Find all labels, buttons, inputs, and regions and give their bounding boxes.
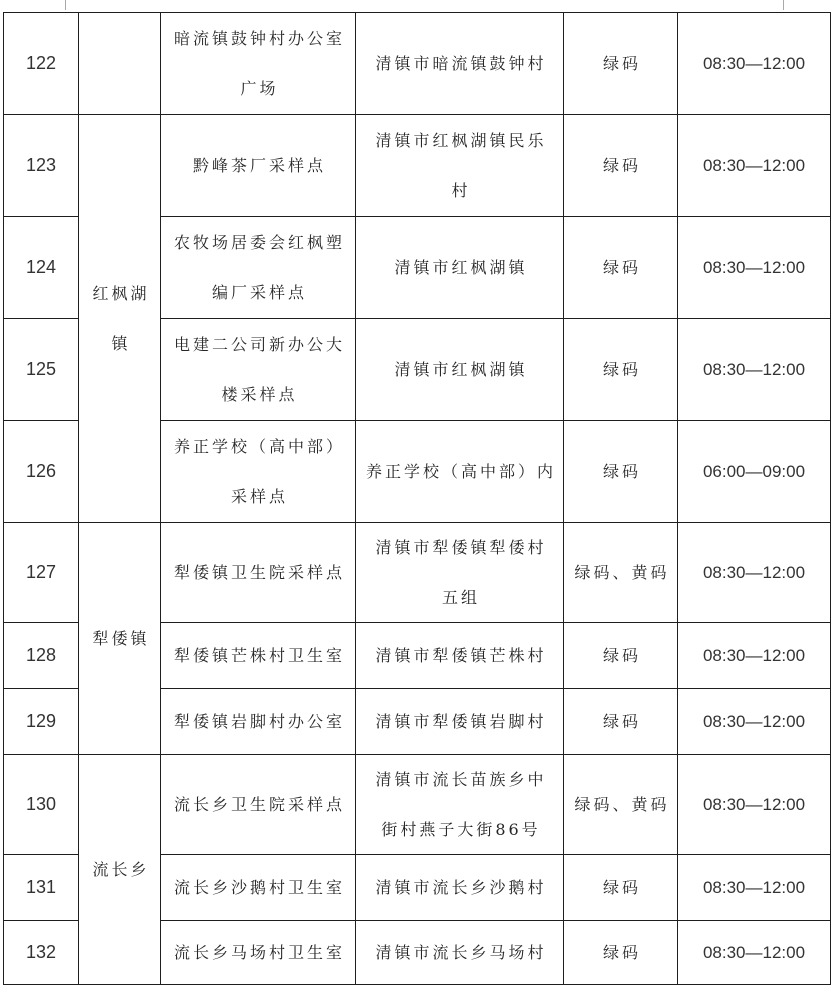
health-code: 绿码: [602, 53, 641, 73]
row-number: 131: [25, 877, 57, 897]
health-code: 绿码: [602, 155, 641, 175]
address-cell: [356, 689, 564, 755]
row-number: 125: [25, 359, 57, 379]
page-corner-mark: [783, 0, 784, 10]
sampling-time: 08:30—12:00: [702, 794, 806, 814]
time-cell: [678, 755, 831, 855]
health-code-cell: [564, 921, 678, 985]
row-number: 126: [25, 461, 57, 481]
health-code-cell: [564, 421, 678, 523]
time-cell: [678, 13, 831, 115]
sampling-sites-table: [3, 12, 831, 985]
health-code: 绿码、黄码: [574, 794, 670, 814]
sampling-time: 08:30—12:00: [702, 877, 806, 897]
row-number: 123: [25, 155, 57, 175]
sampling-point-cell: [161, 13, 356, 115]
address-cell: [356, 523, 564, 623]
address-cell: [356, 921, 564, 985]
sampling-point-cell: [161, 855, 356, 921]
address-line: 清镇市流长乡马场村: [375, 942, 547, 962]
health-code-cell: [564, 755, 678, 855]
row-number: 129: [25, 711, 57, 731]
row-number-cell: [4, 13, 79, 115]
sampling-time: 06:00—09:00: [702, 461, 806, 481]
row-number-cell: [4, 115, 79, 217]
sampling-point-line: 流长乡马场村卫生室: [173, 942, 345, 962]
sampling-time: 08:30—12:00: [702, 645, 806, 665]
address-line: 村: [451, 180, 471, 200]
town-cell: [79, 115, 161, 523]
sampling-point-cell: [161, 623, 356, 689]
sampling-point-line: 编厂采样点: [211, 282, 307, 302]
health-code-cell: [564, 217, 678, 319]
sampling-point-cell: [161, 115, 356, 217]
row-number: 128: [25, 645, 57, 665]
address-line: 清镇市暗流镇鼓钟村: [375, 53, 547, 73]
health-code-cell: [564, 855, 678, 921]
address-cell: [356, 319, 564, 421]
time-cell: [678, 855, 831, 921]
address-line: 清镇市流长苗族乡中: [375, 769, 547, 789]
sampling-point-cell: [161, 921, 356, 985]
row-number: 124: [25, 257, 57, 277]
health-code: 绿码: [602, 645, 641, 665]
sampling-point-line: 黔峰茶厂采样点: [192, 155, 326, 175]
address-cell: [356, 217, 564, 319]
health-code-cell: [564, 689, 678, 755]
sampling-point-line: 暗流镇鼓钟村办公室: [173, 28, 345, 48]
address-cell: [356, 855, 564, 921]
row-number-cell: [4, 217, 79, 319]
sampling-point-line: 犁倭镇芒株村卫生室: [173, 645, 345, 665]
sampling-point-line: 农牧场居委会红枫塑: [173, 232, 345, 252]
address-line: 清镇市红枫湖镇: [394, 257, 528, 277]
health-code: 绿码: [602, 711, 641, 731]
row-number-cell: [4, 755, 79, 855]
sampling-point-line: 犁倭镇岩脚村办公室: [173, 711, 345, 731]
row-number: 132: [25, 942, 57, 962]
address-line: 街村燕子大街86号: [381, 819, 541, 839]
row-number-cell: [4, 319, 79, 421]
health-code-cell: [564, 523, 678, 623]
town-name-line: 流长乡: [92, 859, 150, 879]
health-code: 绿码: [602, 257, 641, 277]
sampling-point-line: 电建二公司新办公大: [173, 334, 345, 354]
time-cell: [678, 115, 831, 217]
sampling-time: 08:30—12:00: [702, 711, 806, 731]
page-corner-mark: [65, 0, 66, 10]
address-cell: [356, 623, 564, 689]
address-cell: [356, 115, 564, 217]
address-line: 清镇市犁倭镇岩脚村: [375, 711, 547, 731]
health-code: 绿码: [602, 461, 641, 481]
health-code-cell: [564, 115, 678, 217]
address-cell: [356, 421, 564, 523]
time-cell: [678, 319, 831, 421]
address-line: 清镇市犁倭镇犁倭村: [375, 537, 547, 557]
sampling-point-line: 犁倭镇卫生院采样点: [173, 562, 345, 582]
row-number-cell: [4, 689, 79, 755]
health-code: 绿码: [602, 877, 641, 897]
health-code-cell: [564, 623, 678, 689]
address-line: 五组: [441, 587, 480, 607]
town-cell: [79, 755, 161, 985]
time-cell: [678, 217, 831, 319]
sampling-time: 08:30—12:00: [702, 257, 806, 277]
row-number-cell: [4, 921, 79, 985]
sampling-point-line: 养正学校（高中部）: [173, 436, 345, 456]
health-code: 绿码、黄码: [574, 562, 670, 582]
sampling-point-cell: [161, 217, 356, 319]
sampling-time: 08:30—12:00: [702, 155, 806, 175]
row-number-cell: [4, 623, 79, 689]
time-cell: [678, 623, 831, 689]
town-cell: [79, 13, 161, 115]
sampling-point-line: 楼采样点: [221, 384, 298, 404]
sampling-point-line: 流长乡沙鹅村卫生室: [173, 877, 345, 897]
time-cell: [678, 689, 831, 755]
sampling-point-cell: [161, 421, 356, 523]
sampling-point-cell: [161, 689, 356, 755]
health-code: 绿码: [602, 942, 641, 962]
sampling-time: 08:30—12:00: [702, 53, 806, 73]
sampling-time: 08:30—12:00: [702, 562, 806, 582]
address-line: 养正学校（高中部）内: [365, 461, 556, 481]
sampling-point-cell: [161, 755, 356, 855]
time-cell: [678, 523, 831, 623]
sampling-point-line: 流长乡卫生院采样点: [173, 794, 345, 814]
row-number-cell: [4, 421, 79, 523]
row-number: 130: [25, 794, 57, 814]
health-code-cell: [564, 13, 678, 115]
address-line: 清镇市红枫湖镇: [394, 359, 528, 379]
row-number-cell: [4, 855, 79, 921]
sampling-point-line: 广场: [240, 78, 279, 98]
sampling-point-cell: [161, 319, 356, 421]
address-line: 清镇市犁倭镇芒株村: [375, 645, 547, 665]
town-name-line: 犁倭镇: [92, 628, 150, 648]
sampling-time: 08:30—12:00: [702, 359, 806, 379]
sampling-point-line: 采样点: [230, 486, 288, 506]
address-cell: [356, 13, 564, 115]
row-number: 127: [25, 562, 57, 582]
address-cell: [356, 755, 564, 855]
row-number-cell: [4, 523, 79, 623]
time-cell: [678, 921, 831, 985]
town-name-line: 镇: [111, 333, 131, 353]
address-line: 清镇市流长乡沙鹅村: [375, 877, 547, 897]
town-name-line: 红枫湖: [92, 283, 150, 303]
row-number: 122: [25, 53, 57, 73]
health-code: 绿码: [602, 359, 641, 379]
health-code-cell: [564, 319, 678, 421]
town-cell: [79, 523, 161, 755]
address-line: 清镇市红枫湖镇民乐: [375, 130, 547, 150]
sampling-point-cell: [161, 523, 356, 623]
time-cell: [678, 421, 831, 523]
sampling-time: 08:30—12:00: [702, 942, 806, 962]
